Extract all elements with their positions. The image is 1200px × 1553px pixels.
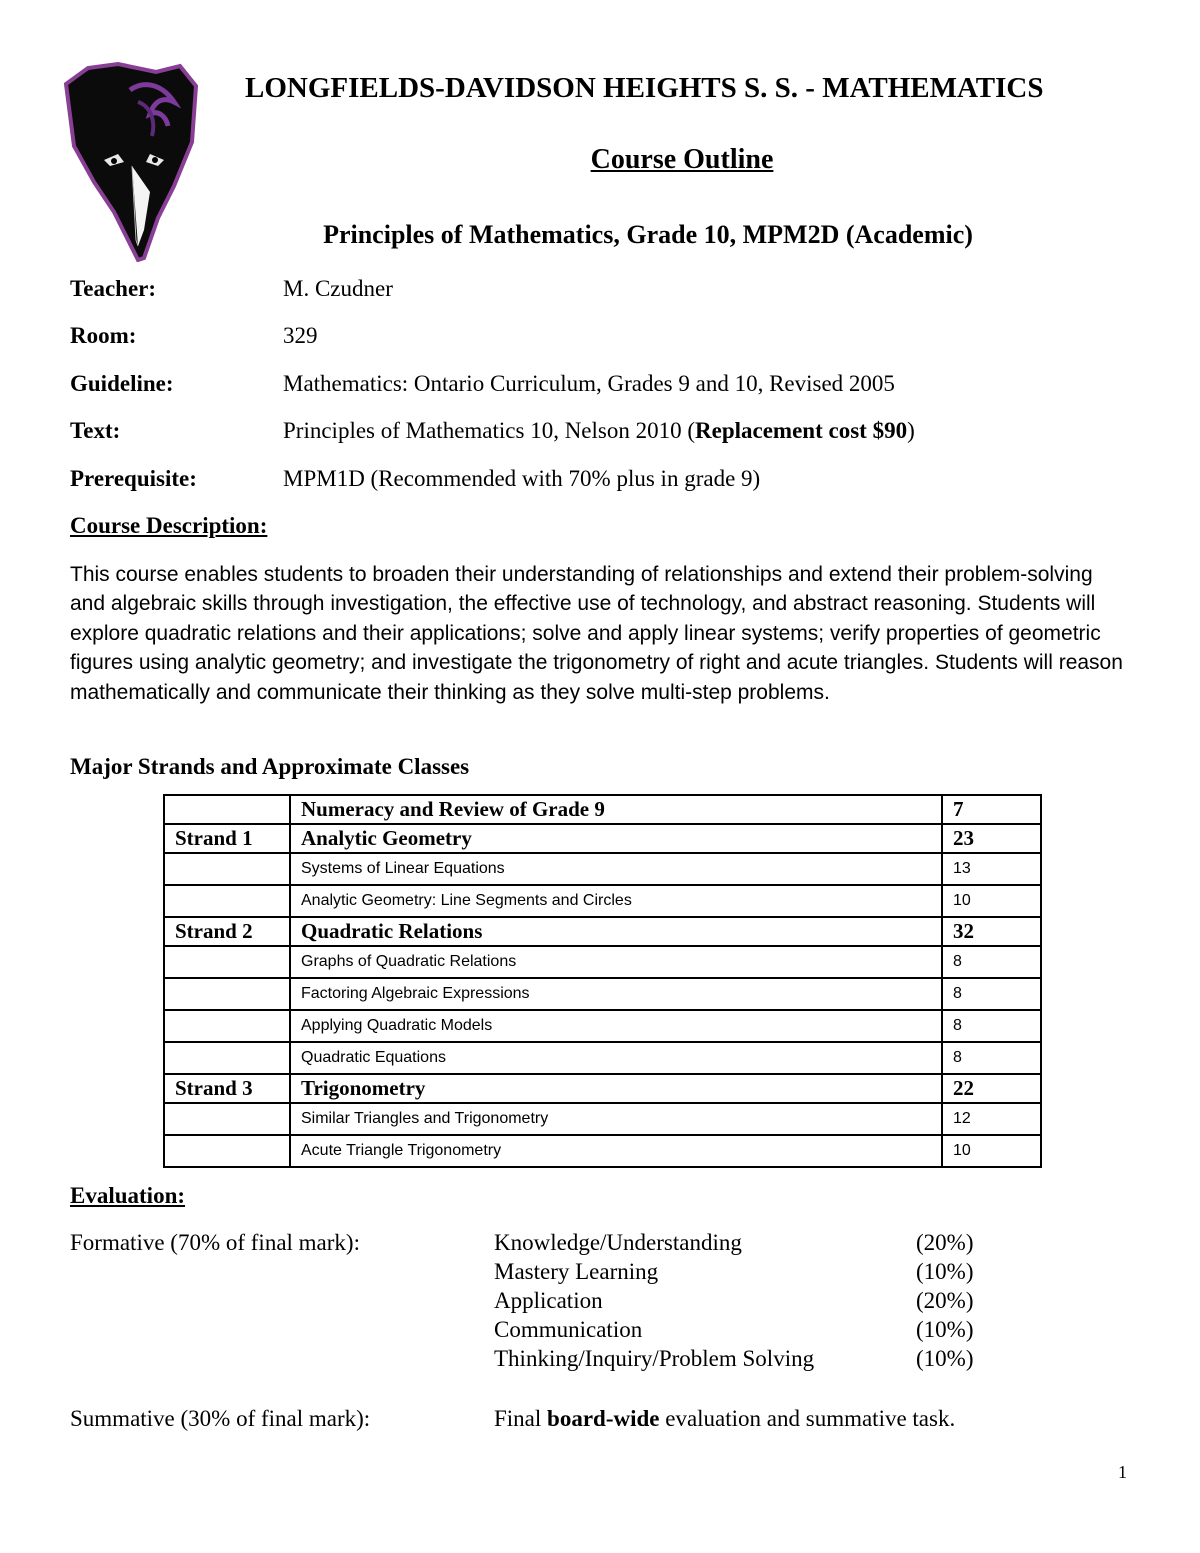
topic-cell: Trigonometry: [290, 1074, 942, 1103]
summative-bold: board-wide: [547, 1406, 660, 1431]
classes-cell: 13: [942, 853, 1041, 885]
classes-cell: 8: [942, 946, 1041, 978]
strand-cell: [164, 1103, 290, 1135]
eval-item-name: Mastery Learning: [494, 1259, 659, 1284]
strand-cell: Strand 1: [164, 824, 290, 853]
strand-cell: [164, 946, 290, 978]
summative-value: [494, 1406, 955, 1432]
strand-cell: [164, 795, 290, 824]
eval-item-weight: (20%): [916, 1230, 974, 1255]
strand-cell: Strand 3: [164, 1074, 290, 1103]
table-row: [164, 946, 1041, 978]
classes-cell: 23: [942, 824, 1041, 853]
classes-cell: 22: [942, 1074, 1041, 1103]
classes-cell: 8: [942, 1042, 1041, 1074]
room-value: 329: [283, 323, 318, 348]
eval-item-name: Application: [494, 1288, 603, 1313]
strands-heading: Major Strands and Approximate Classes: [70, 754, 470, 779]
classes-cell: 7: [942, 795, 1041, 824]
guideline-label: Guideline:: [70, 371, 174, 396]
table-row: [164, 1042, 1041, 1074]
teacher-value: M. Czudner: [283, 276, 393, 301]
table-row: [164, 1074, 1041, 1103]
table-row: [164, 885, 1041, 917]
eval-item-name: Knowledge/Understanding: [494, 1230, 742, 1255]
info-guideline: [70, 371, 895, 397]
classes-cell: 8: [942, 978, 1041, 1010]
description-text: This course enables students to broaden their understanding of relationships and extend their problem-solving and algebraic skills through investigation, the effective use of technology, and abstract reasoning. Students will explore quadratic relations and their applications; solve and apply linear systems; verify properties of geometric figures using analytic geometry; and investigate the trigonometry of right and acute triangles. Students will reason mathematically and communicate their thinking as they solve multi-step problems.: [70, 563, 1123, 704]
table-row: [164, 978, 1041, 1010]
info-prerequisite: [70, 466, 760, 492]
eval-item-weight: (10%): [916, 1259, 974, 1284]
outline-title: Course Outline: [590, 144, 774, 175]
teacher-label: Teacher:: [70, 276, 157, 301]
topic-cell: Factoring Algebraic Expressions: [290, 978, 942, 1010]
strand-cell: [164, 978, 290, 1010]
classes-cell: 10: [942, 885, 1041, 917]
topic-cell: Quadratic Relations: [290, 917, 942, 946]
table-row: [164, 917, 1041, 946]
topic-cell: Systems of Linear Equations: [290, 853, 942, 885]
info-room: [70, 323, 318, 349]
classes-cell: 12: [942, 1103, 1041, 1135]
topic-cell: Acute Triangle Trigonometry: [290, 1135, 942, 1167]
strand-cell: [164, 1010, 290, 1042]
eval-item-name: Thinking/Inquiry/Problem Solving: [494, 1346, 815, 1371]
info-text: [70, 418, 915, 444]
topic-cell: Graphs of Quadratic Relations: [290, 946, 942, 978]
room-label: Room:: [70, 323, 137, 348]
topic-cell: Similar Triangles and Trigonometry: [290, 1103, 942, 1135]
page-number: 1: [1118, 1462, 1127, 1482]
prerequisite-value: MPM1D (Recommended with 70% plus in grade 9): [283, 466, 761, 491]
eval-item-name: Communication: [494, 1317, 643, 1342]
topic-cell: Analytic Geometry: Line Segments and Circles: [290, 885, 942, 917]
topic-cell: Numeracy and Review of Grade 9: [290, 795, 942, 824]
strand-cell: [164, 853, 290, 885]
topic-cell: Quadratic Equations: [290, 1042, 942, 1074]
classes-cell: 10: [942, 1135, 1041, 1167]
text-close: ): [907, 418, 915, 443]
table-row: [164, 1103, 1041, 1135]
table-row: [164, 824, 1041, 853]
strand-cell: [164, 1135, 290, 1167]
strand-cell: [164, 1042, 290, 1074]
table-row: [164, 853, 1041, 885]
replacement-cost: Replacement cost $90: [695, 418, 908, 443]
classes-cell: 32: [942, 917, 1041, 946]
strand-cell: Strand 2: [164, 917, 290, 946]
info-teacher: [70, 276, 393, 302]
description-heading: Course Description:: [70, 513, 268, 538]
guideline-value: Mathematics: Ontario Curriculum, Grades 9 and 10, Revised 2005: [283, 371, 895, 396]
formative-label: Formative (70% of final mark):: [70, 1230, 360, 1255]
topic-cell: Applying Quadratic Models: [290, 1010, 942, 1042]
course-title: Principles of Mathematics, Grade 10, MPM2D (Academic): [323, 220, 973, 249]
summative-label: Summative (30% of final mark):: [70, 1406, 371, 1431]
classes-cell: 8: [942, 1010, 1041, 1042]
summative-post: evaluation and summative task.: [659, 1406, 956, 1431]
eval-item-weight: (10%): [916, 1346, 974, 1371]
strands-table: [163, 794, 1042, 1168]
strand-cell: [164, 885, 290, 917]
text-value: Principles of Mathematics 10, Nelson 2010 (: [283, 418, 696, 443]
topic-cell: Analytic Geometry: [290, 824, 942, 853]
table-row: [164, 795, 1041, 824]
eval-item-weight: (10%): [916, 1317, 974, 1342]
summative-pre: Final: [494, 1406, 548, 1431]
school-title: LONGFIELDS-DAVIDSON HEIGHTS S. S. - MATHEMATICS: [245, 72, 1044, 104]
eval-item-weight: (20%): [916, 1288, 974, 1313]
prerequisite-label: Prerequisite:: [70, 466, 197, 491]
evaluation-heading: Evaluation:: [70, 1183, 186, 1208]
table-row: [164, 1135, 1041, 1167]
table-row: [164, 1010, 1041, 1042]
text-label: Text:: [70, 418, 121, 443]
